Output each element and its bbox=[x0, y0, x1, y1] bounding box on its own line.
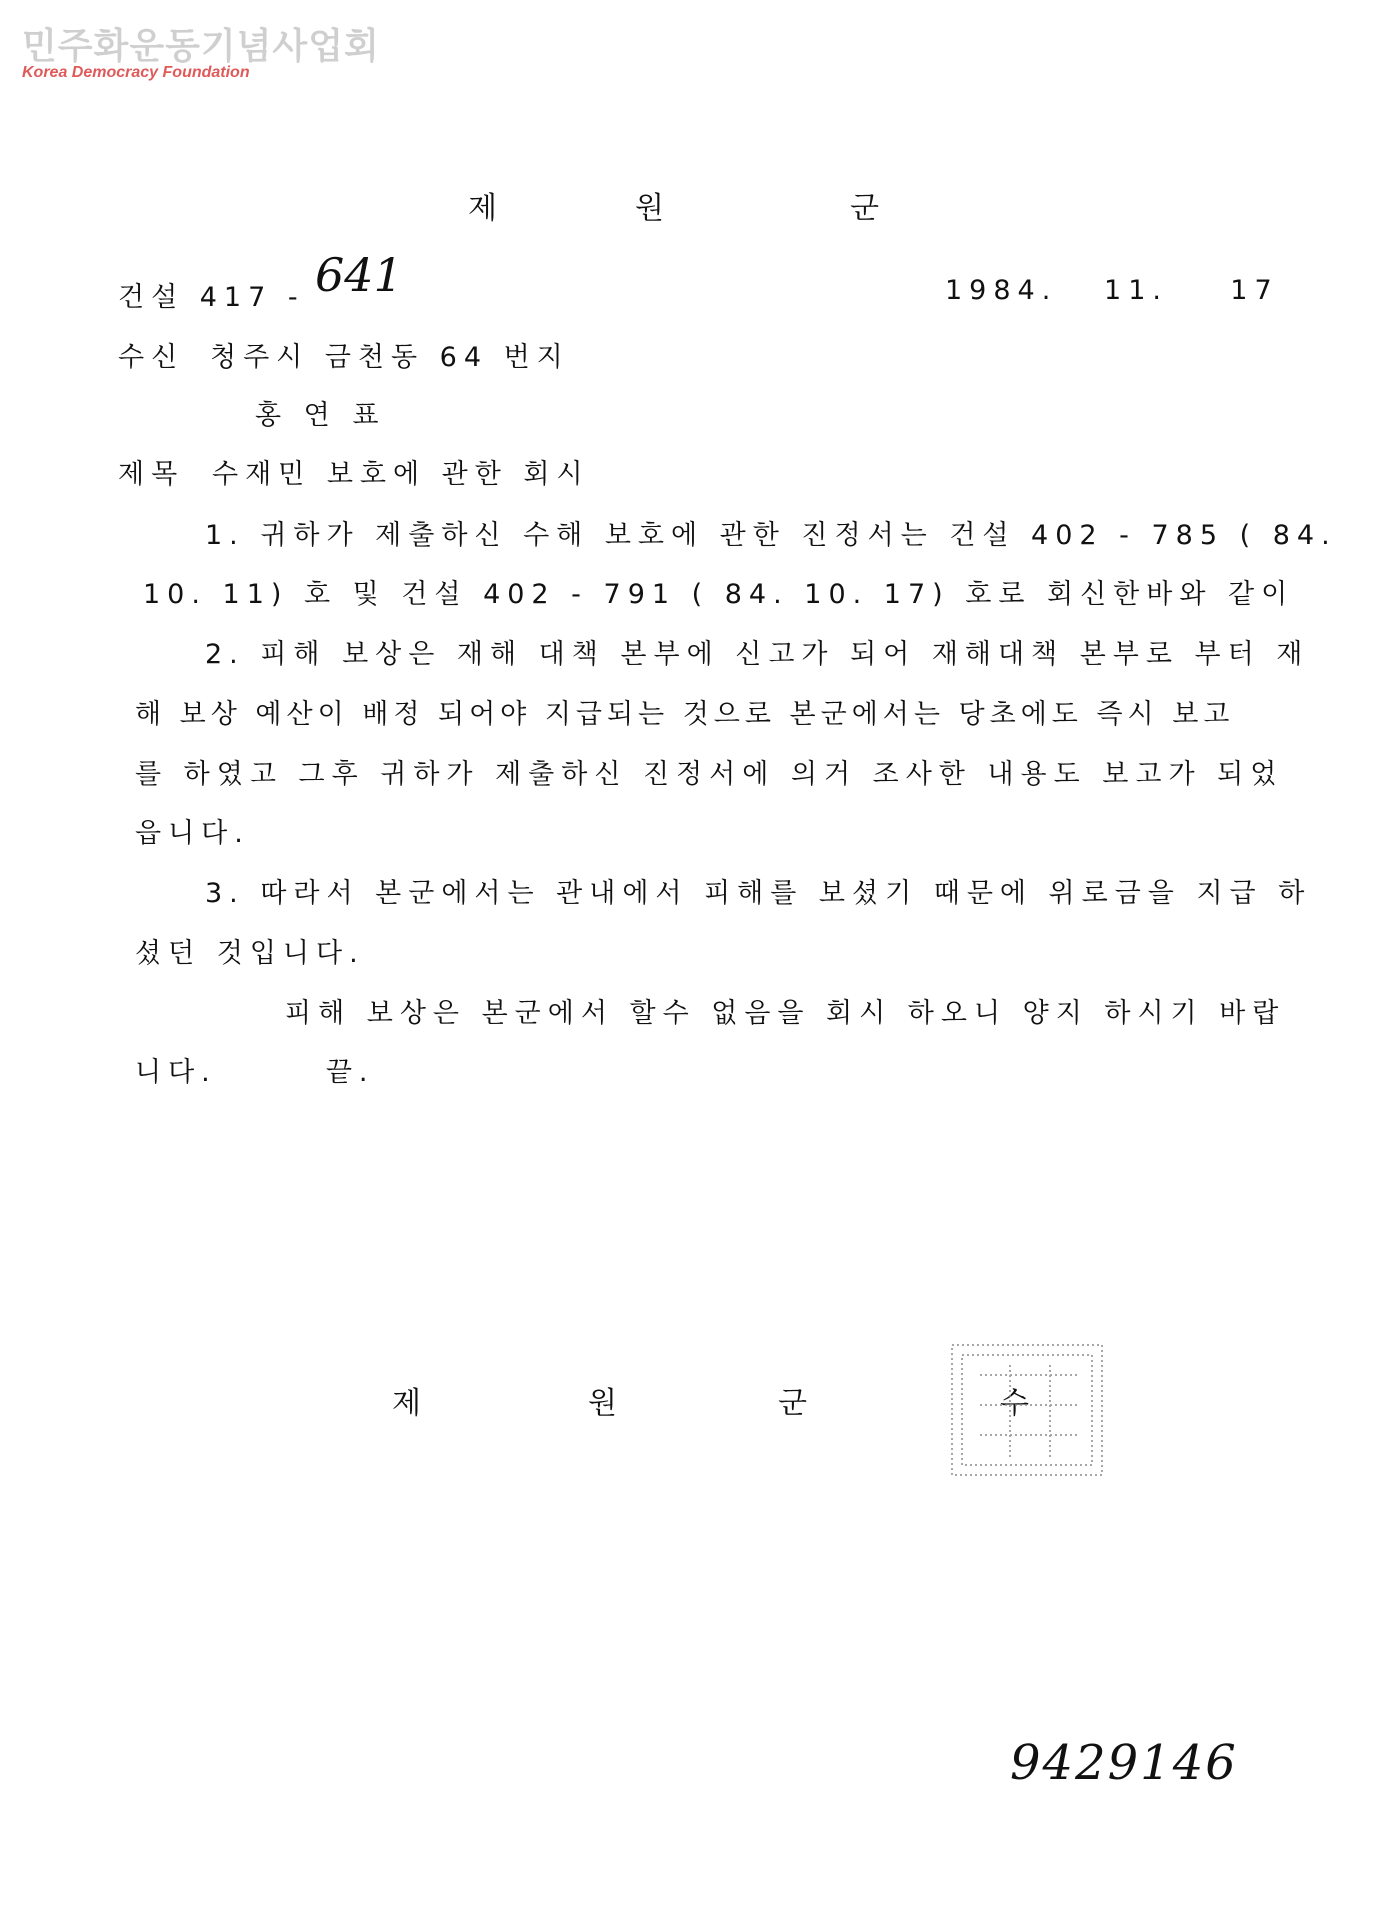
signature-char-4: 수 bbox=[1000, 1386, 1029, 1421]
body-line-1: 1. 귀하가 제출하신 수해 보호에 관한 진정서는 건설 402 - 785 ( 84. bbox=[205, 520, 1337, 551]
subject-label: 제목 bbox=[118, 459, 185, 490]
body-line-5: 를 하였고 그후 귀하가 제출하신 진정서에 의거 조사한 내용도 보고가 되었 bbox=[135, 759, 1284, 790]
watermark-org-korean: 민주화운동기념사업회 bbox=[22, 26, 380, 67]
subject: 수재민 보호에 관한 회시 bbox=[212, 459, 590, 490]
doc-date: 1984. 11. 17 bbox=[945, 275, 1279, 306]
doc-number-handwritten: 641 bbox=[315, 248, 403, 302]
body-line-7: 3. 따라서 본군에서는 관내에서 피해를 보셨기 때문에 위로금을 지급 하 bbox=[205, 878, 1312, 909]
body-line-4: 해 보상 예산이 배정 되어야 지급되는 것으로 본군에서는 당초에도 즉시 보고 bbox=[135, 699, 1235, 730]
recipient-name: 홍 연 표 bbox=[255, 400, 386, 431]
body-line-2: 10. 11) 호 및 건설 402 - 791 ( 84. 10. 17) 호로 회신한바와 같이 bbox=[143, 579, 1295, 610]
watermark-org-english: Korea Democracy Foundation bbox=[22, 64, 250, 81]
title-char-3: 군 bbox=[850, 191, 879, 226]
signature-char-3: 군 bbox=[778, 1386, 807, 1421]
recipient-address: 청주시 금천동 64 번지 bbox=[210, 342, 570, 373]
body-line-10: 니다. 끝. bbox=[135, 1057, 375, 1088]
body-line-3: 2. 피해 보상은 재해 대책 본부에 신고가 되어 재해대책 본부로 부터 재 bbox=[205, 639, 1310, 670]
body-line-9: 피해 보상은 본군에서 할수 없음을 회시 하오니 양지 하시기 바랍 bbox=[285, 998, 1286, 1029]
title-char-1: 제 bbox=[468, 191, 497, 226]
signature-char-1: 제 bbox=[392, 1386, 421, 1421]
title-char-2: 원 bbox=[635, 191, 664, 226]
body-line-6: 읍니다. bbox=[135, 818, 250, 849]
signature-char-2: 원 bbox=[588, 1386, 617, 1421]
official-seal-stamp bbox=[940, 1335, 1120, 1490]
doc-number-prefix: 건설 417 - bbox=[118, 282, 305, 313]
archive-number-handwritten: 9429146 bbox=[1010, 1735, 1238, 1791]
recipient-label: 수신 bbox=[118, 342, 185, 373]
body-line-8: 셨던 것입니다. bbox=[135, 938, 365, 969]
